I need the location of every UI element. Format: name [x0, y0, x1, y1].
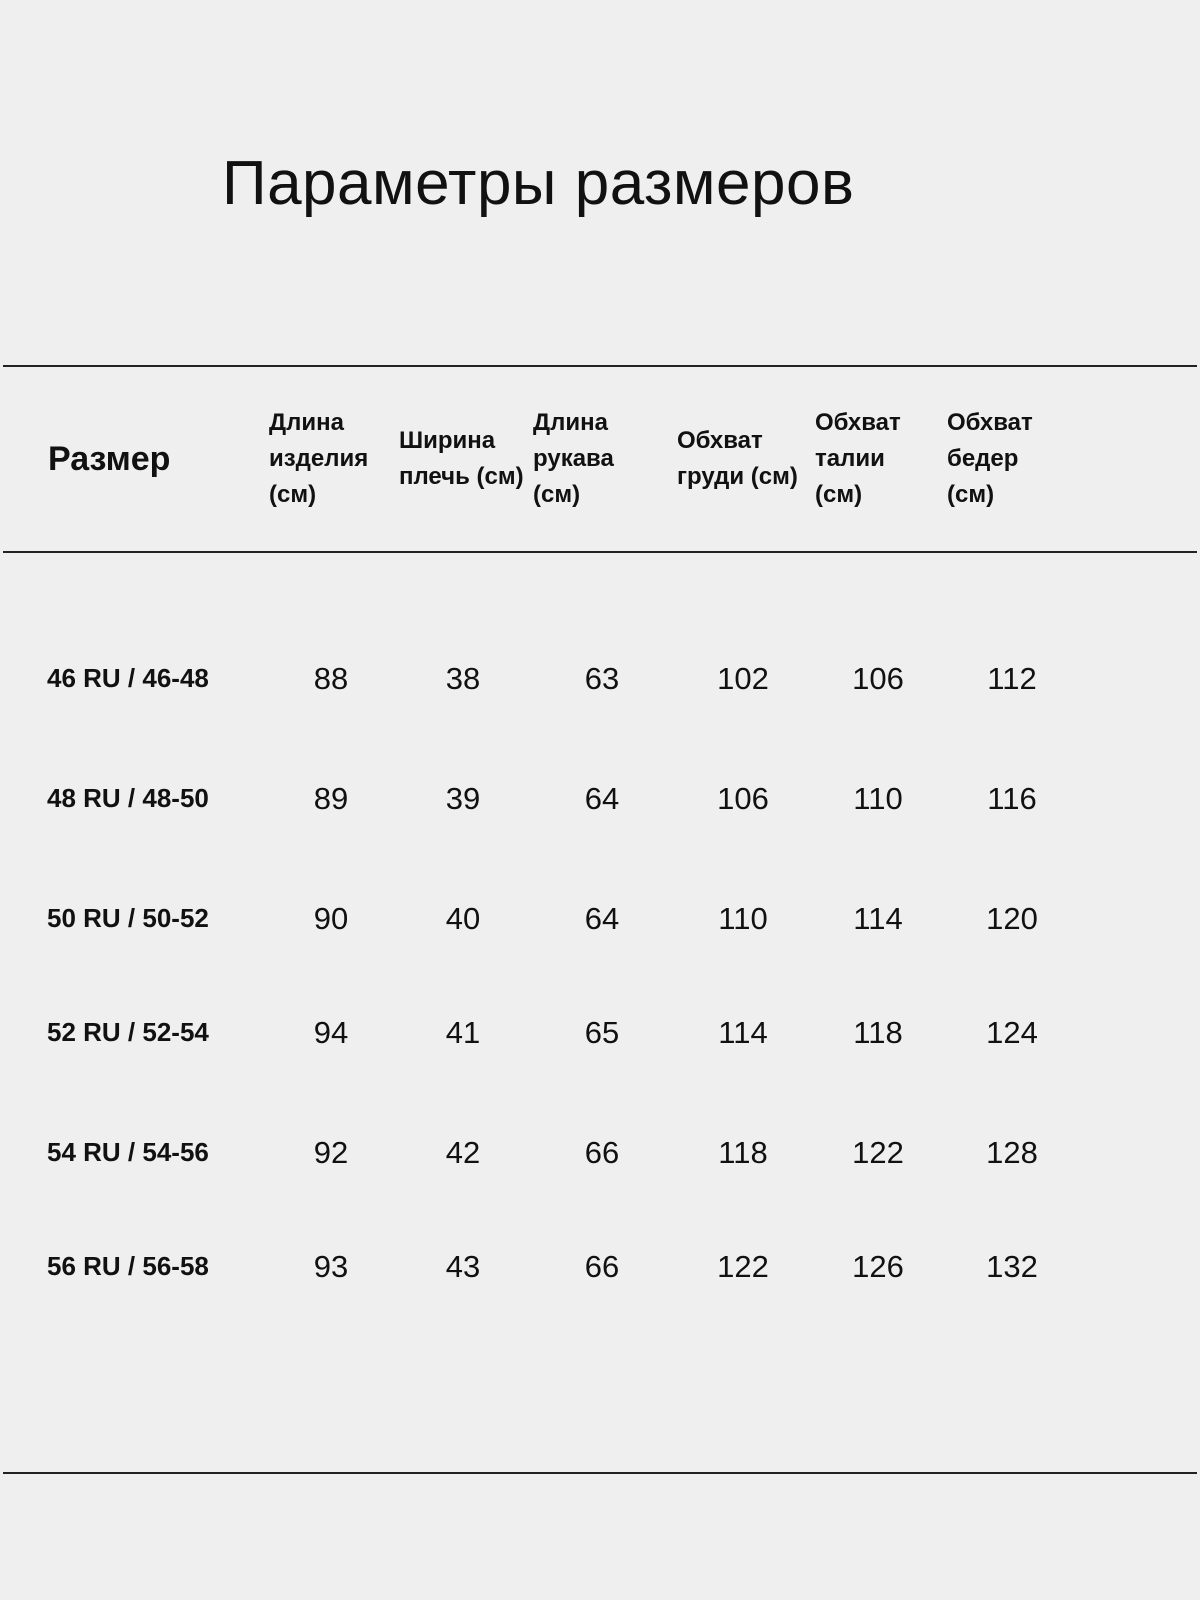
size-label: 48 RU / 48-50 [47, 783, 209, 813]
value-waist: 122 [852, 1135, 904, 1170]
value-sleeve-length: 66 [584, 1249, 620, 1284]
value-hips: 128 [986, 1135, 1038, 1170]
value-shoulder-width: 43 [445, 1249, 481, 1284]
value-sleeve-length: 63 [584, 661, 620, 696]
value-shoulder-width: 38 [445, 661, 481, 696]
size-label: 46 RU / 46-48 [47, 663, 209, 693]
value-sleeve-length: 66 [584, 1135, 620, 1170]
column-header-waist: Обхват талии (см) [815, 409, 901, 508]
value-shoulder-width: 40 [445, 901, 481, 936]
size-label: 52 RU / 52-54 [47, 1017, 209, 1047]
value-waist: 106 [852, 661, 904, 696]
size-label: 50 RU / 50-52 [47, 903, 209, 933]
column-header-shoulder-width: Ширина плечь (см) [399, 427, 524, 490]
page-title: Параметры размеров [222, 149, 855, 218]
value-hips: 116 [987, 781, 1037, 816]
value-length: 88 [313, 661, 349, 696]
value-shoulder-width: 42 [445, 1135, 481, 1170]
value-waist: 114 [853, 901, 903, 936]
value-chest: 102 [717, 661, 769, 696]
size-column-header: Размер [48, 440, 171, 478]
value-chest: 114 [718, 1015, 768, 1050]
value-chest: 122 [717, 1249, 769, 1284]
value-sleeve-length: 65 [584, 1015, 620, 1050]
column-header-chest: Обхват груди (см) [677, 427, 798, 490]
value-chest: 106 [717, 781, 769, 816]
table-bottom-divider [3, 1472, 1197, 1474]
value-length: 93 [313, 1249, 349, 1284]
value-waist: 110 [853, 781, 903, 816]
value-chest: 110 [718, 901, 768, 936]
value-waist: 118 [853, 1015, 903, 1050]
value-sleeve-length: 64 [584, 781, 620, 816]
value-length: 90 [313, 901, 349, 936]
value-hips: 120 [986, 901, 1038, 936]
value-length: 92 [313, 1135, 349, 1170]
value-hips: 124 [986, 1015, 1038, 1050]
table-top-divider [3, 365, 1197, 367]
value-waist: 126 [852, 1249, 904, 1284]
value-length: 94 [313, 1015, 349, 1050]
size-label: 56 RU / 56-58 [47, 1251, 209, 1281]
value-shoulder-width: 39 [445, 781, 481, 816]
size-label: 54 RU / 54-56 [47, 1137, 209, 1167]
value-sleeve-length: 64 [584, 901, 620, 936]
table-header-divider [3, 551, 1197, 553]
value-hips: 112 [987, 661, 1037, 696]
value-hips: 132 [986, 1249, 1038, 1284]
column-header-sleeve-length: Длина рукава (см) [533, 409, 614, 508]
value-length: 89 [313, 781, 349, 816]
column-header-hips: Обхват бедер (см) [947, 409, 1033, 508]
value-chest: 118 [718, 1135, 768, 1170]
column-header-length: Длина изделия (см) [269, 409, 369, 508]
value-shoulder-width: 41 [445, 1015, 481, 1050]
